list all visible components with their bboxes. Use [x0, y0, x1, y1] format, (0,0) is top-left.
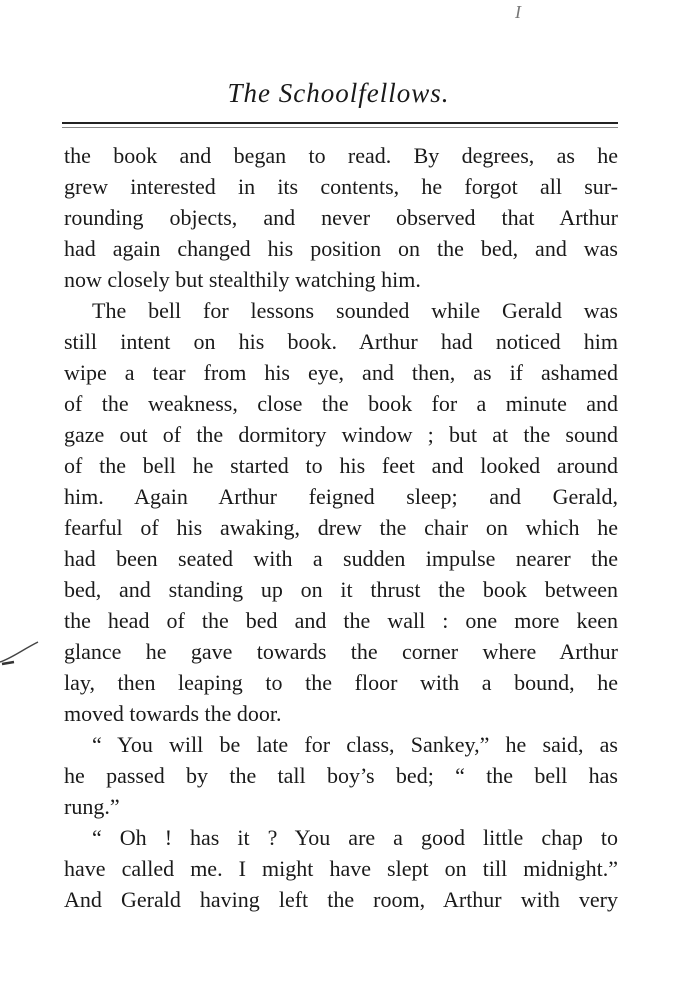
text-line: now closely but stealthily watching him. — [64, 267, 421, 292]
text-line: of the bell he started to his feet and looked around — [64, 453, 618, 478]
text-line: “ Oh ! has it ? You are a good little chap to — [92, 825, 618, 850]
text-line: of the weakness, close the book for a minute and — [64, 391, 618, 416]
running-head: The Schoolfellows. — [227, 78, 450, 108]
text-line: him. Again Arthur feigned sleep; and Gerald, — [64, 484, 618, 509]
binding-thread-mark — [0, 640, 40, 680]
text-line: “ You will be late for class, Sankey,” he said, as — [92, 732, 618, 757]
text-line: moved towards the door. — [64, 701, 282, 726]
text-line: grew interested in its contents, he forgot all sur- — [64, 174, 618, 199]
text-line: And Gerald having left the room, Arthur with very — [64, 887, 618, 912]
text-line: the book and began to read. By degrees, as he — [64, 143, 618, 168]
text-line: rung.” — [64, 794, 120, 819]
text-line: wipe a tear from his eye, and then, as if ashamed — [64, 360, 618, 385]
header-rule — [62, 122, 618, 124]
text-line: glance he gave towards the corner where Arthur — [64, 639, 618, 664]
text-line: rounding objects, and never observed that Arthur — [64, 205, 618, 230]
body-text — [64, 140, 618, 915]
header-rule-fine — [62, 127, 618, 128]
text-line: gaze out of the dormitory window ; but at the sound — [64, 422, 618, 447]
text-line: had again changed his position on the bed, and was — [64, 236, 618, 261]
text-line: lay, then leaping to the floor with a bound, he — [64, 670, 618, 695]
text-line: still intent on his book. Arthur had noticed him — [64, 329, 618, 354]
text-line: have called me. I might have slept on till midnight.” — [64, 856, 618, 881]
text-line: had been seated with a sudden impulse nearer the — [64, 546, 618, 571]
text-line: The bell for lessons sounded while Gerald was — [92, 298, 618, 323]
text-line: the head of the bed and the wall : one more keen — [64, 608, 618, 633]
folio-mark: I — [515, 2, 521, 22]
text-line: he passed by the tall boy’s bed; “ the bell has — [64, 763, 618, 788]
text-line: fearful of his awaking, drew the chair on which he — [64, 515, 618, 540]
text-line: bed, and standing up on it thrust the book between — [64, 577, 618, 602]
